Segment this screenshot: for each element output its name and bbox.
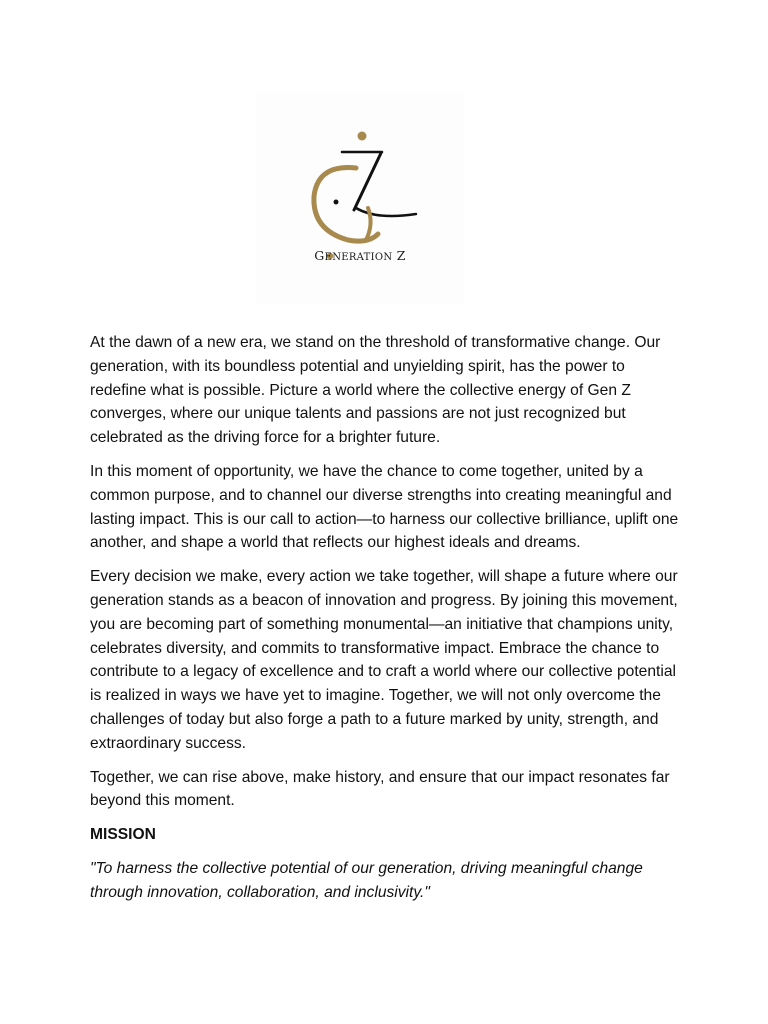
- generation-z-logo: [256, 92, 464, 304]
- generation-z-monogram-icon: [256, 92, 464, 304]
- paragraph-movement: Every decision we make, every action we take together, will shape a future where our generation stands as a beacon of innovation and progress. By joining this movement, you are becoming part of something monumental—an initiative that champions unity, celebrates diversity, and commits to transformative impact. Embrace the chance to contribute to a legacy of excellence and to craft a world where our collective potential is realized in ways we have yet to imagine. Together, we will not only overcome the challenges of today but also forge a path to a future marked by unity, strength, and extraordinary success.: [90, 568, 678, 752]
- mission-statement: "To harness the collective potential of our generation, driving meaningful change through innovation, collaboration, and inclusivity.": [90, 859, 643, 901]
- logo-caption-last: Z: [396, 248, 406, 263]
- paragraph-opportunity: In this moment of opportunity, we have the chance to come together, united by a common purpose, and to channel our diverse strengths into creating meaningful and lasting impact. This is our call to action—to harness our collective brilliance, uplift one another, and shape a world that reflects our highest ideals and dreams.: [90, 462, 679, 552]
- mission-heading: MISSION: [90, 826, 156, 844]
- logo-caption-first: G: [314, 248, 325, 263]
- logo-caption: [256, 248, 464, 263]
- logo-caption-rest: ENERATION: [324, 252, 393, 263]
- paragraph-intro: At the dawn of a new era, we stand on the threshold of transformative change. Our generation, with its boundless potential and unyielding spirit, has the power to redefine what is possible. Picture a world where the collective energy of Gen Z converges, where our unique talents and passions are not just recognized but celebrated as the driving force for a brighter future.: [90, 334, 661, 447]
- paragraph-together: Together, we can rise above, make history, and ensure that our impact resonates far beyond this moment.: [90, 768, 670, 810]
- document-body: [90, 331, 682, 905]
